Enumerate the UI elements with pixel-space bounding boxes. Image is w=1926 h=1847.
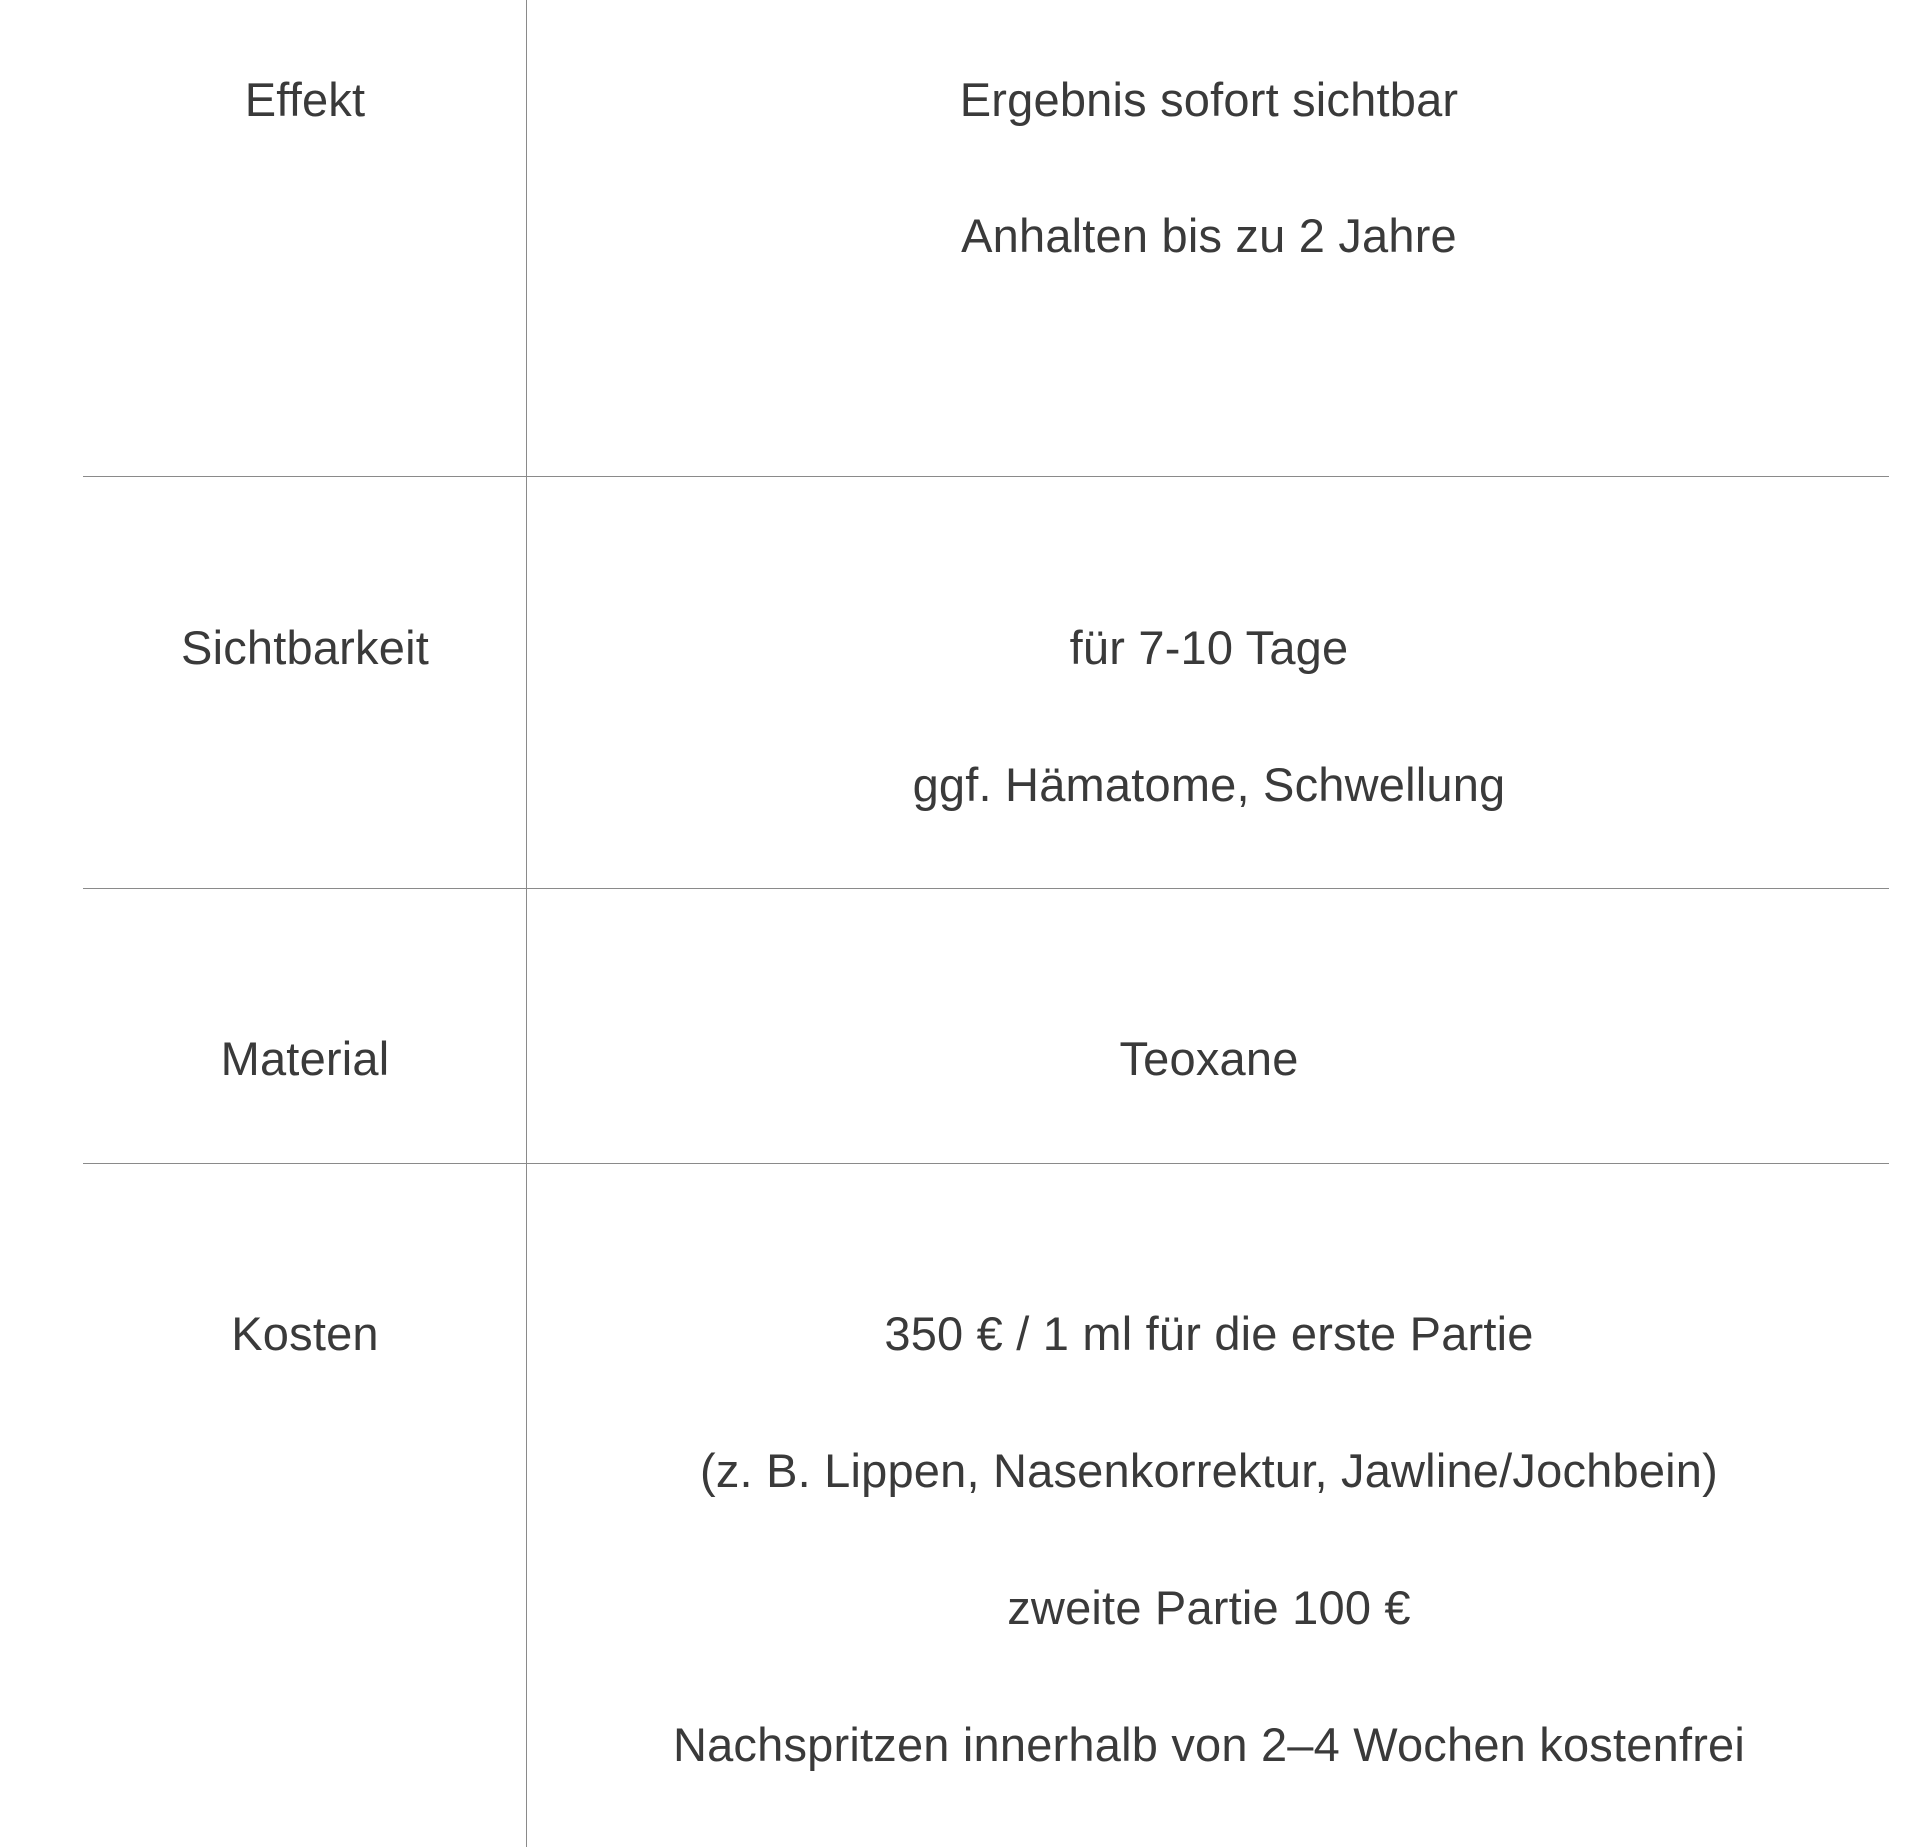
row-label-material: Material <box>220 1032 390 1085</box>
row-value-line: ggf. Hämatome, Schwellung <box>912 758 1506 811</box>
row-label-effekt: Effekt <box>244 73 366 126</box>
row-value-line: Ergebnis sofort sichtbar <box>959 73 1459 126</box>
row-value-line: 350 € / 1 ml für die erste Partie <box>884 1307 1534 1360</box>
row-value-line: zweite Partie 100 € <box>1007 1581 1411 1634</box>
row-divider <box>83 1163 1889 1164</box>
row-value-line: Nachspritzen innerhalb von 2–4 Wochen kostenfrei <box>672 1718 1746 1771</box>
column-divider <box>526 0 527 1847</box>
row-value-line: Teoxane <box>1119 1032 1299 1085</box>
row-label-sichtbarkeit: Sichtbarkeit <box>181 621 429 674</box>
row-divider <box>83 888 1889 889</box>
row-value-line: (z. B. Lippen, Nasenkorrektur, Jawline/Jochbein) <box>700 1444 1718 1497</box>
row-label-kosten: Kosten <box>231 1307 379 1360</box>
row-value-line: für 7-10 Tage <box>1069 621 1349 674</box>
row-value-line: Anhalten bis zu 2 Jahre <box>961 209 1457 262</box>
row-divider <box>83 476 1889 477</box>
